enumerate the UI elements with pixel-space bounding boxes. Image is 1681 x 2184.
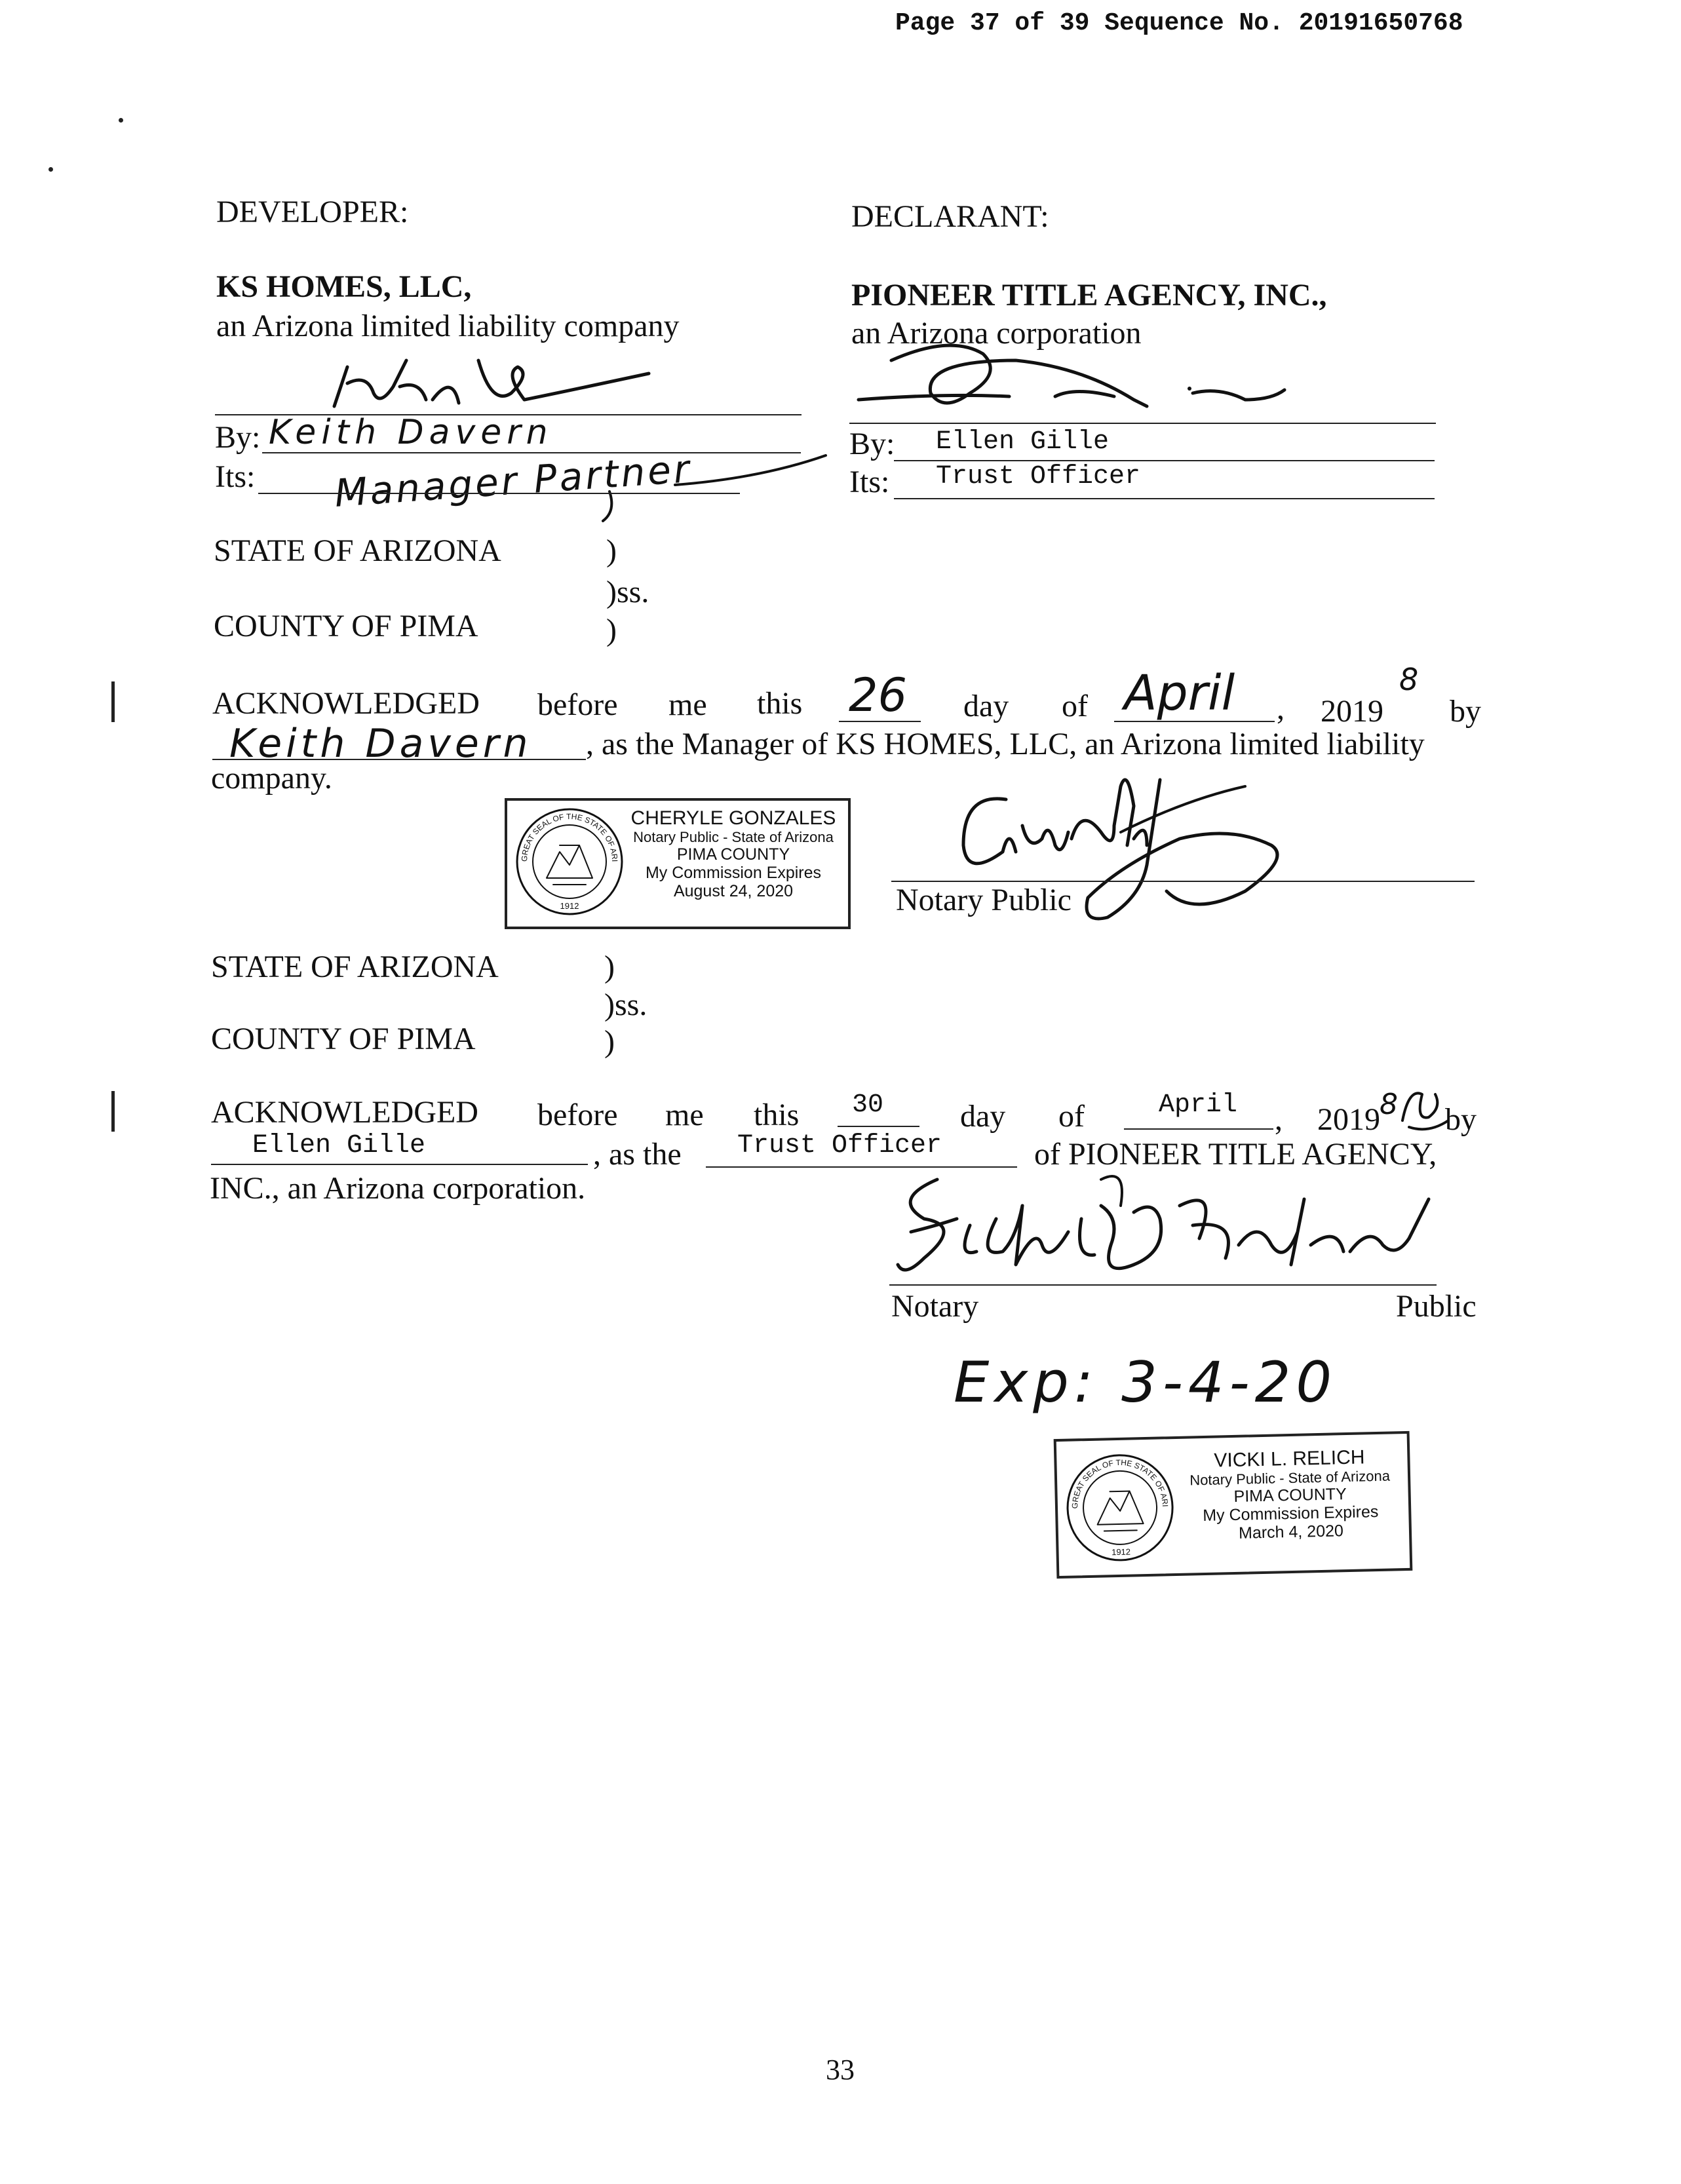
revision-bar bbox=[111, 1091, 115, 1132]
declarant-role-label: DECLARANT: bbox=[851, 199, 1049, 234]
venue-1-paren: ) bbox=[606, 613, 617, 647]
ack-1-day-line bbox=[839, 721, 921, 722]
ack-1-year-correction: 8 bbox=[1399, 662, 1419, 697]
notary-1-name: CHERYLE GONZALES bbox=[630, 807, 836, 829]
ack-1-month-line bbox=[1114, 721, 1275, 722]
venue-1-paren: ) bbox=[606, 533, 617, 568]
notary-2-expires-label: My Commission Expires bbox=[1202, 1503, 1379, 1525]
ack-1-word: of bbox=[1062, 689, 1088, 723]
seal-text: GREAT SEAL OF THE STATE OF ARIZONA bbox=[1060, 1446, 1170, 1509]
state-seal-icon bbox=[1060, 1446, 1177, 1565]
ack-2-comma: , bbox=[1275, 1102, 1283, 1137]
ack-2-word: this bbox=[754, 1098, 800, 1132]
developer-its-line bbox=[258, 493, 740, 494]
ack-1-month-value: April bbox=[1124, 665, 1235, 721]
notary-2-commission: Notary Public - State of Arizona bbox=[1189, 1467, 1391, 1489]
notary-1-expires-date: August 24, 2020 bbox=[673, 882, 794, 901]
revision-bar bbox=[111, 681, 115, 722]
ack-2-name-value: Ellen Gille bbox=[252, 1131, 426, 1160]
ack-2-month-value: April bbox=[1159, 1090, 1238, 1120]
declarant-by-name: Ellen Gille bbox=[936, 427, 1110, 457]
seal-year: 1912 bbox=[560, 901, 579, 911]
venue-1-ss: )ss. bbox=[606, 575, 649, 609]
ack-1-day-value: 26 bbox=[849, 668, 908, 722]
declarant-signature-line bbox=[849, 423, 1436, 424]
venue-2-ss: )ss. bbox=[604, 987, 647, 1022]
state-seal-icon bbox=[511, 799, 625, 917]
ack-2-word: me bbox=[665, 1098, 704, 1132]
venue-2-state: STATE OF ARIZONA bbox=[211, 949, 499, 984]
notary-1-expires-label: My Commission Expires bbox=[645, 864, 822, 883]
notary-2-label-right: Public bbox=[1396, 1289, 1477, 1324]
declarant-by-line bbox=[894, 460, 1435, 461]
notary-2-name: VICKI L. RELICH bbox=[1214, 1446, 1365, 1472]
ack-2-month-line bbox=[1124, 1128, 1273, 1130]
notary-1-signature-line bbox=[891, 881, 1475, 882]
venue-2-county: COUNTY OF PIMA bbox=[211, 1022, 476, 1056]
ack-1-word: by bbox=[1450, 694, 1481, 729]
ack-1-word: day bbox=[963, 689, 1009, 723]
developer-role-label: DEVELOPER: bbox=[216, 195, 409, 229]
venue-2-paren: ) bbox=[604, 949, 615, 984]
ack-1-name-line bbox=[212, 759, 586, 760]
scan-speck bbox=[119, 118, 123, 123]
ack-1-line3: company. bbox=[211, 761, 332, 795]
ack-1-year: 2019 bbox=[1321, 694, 1383, 729]
developer-by-label: By: bbox=[215, 420, 261, 455]
svg-text:GREAT SEAL OF THE STATE OF ARI bbox=[1060, 1444, 1170, 1509]
ack-2-name-line bbox=[211, 1164, 588, 1165]
developer-its-title: Manager Partner bbox=[333, 446, 693, 516]
notary-2-expires-date: March 4, 2020 bbox=[1238, 1522, 1344, 1543]
declarant-its-label: Its: bbox=[849, 465, 890, 499]
notary-2-county: PIMA COUNTY bbox=[1233, 1485, 1347, 1506]
declarant-company-name: PIONEER TITLE AGENCY, INC., bbox=[851, 278, 1327, 313]
ack-1-word: before bbox=[537, 687, 618, 722]
ack-1-word: ACKNOWLEDGED bbox=[212, 686, 480, 721]
ack-2-title-value: Trust Officer bbox=[737, 1131, 942, 1160]
notary-2-signature bbox=[885, 1160, 1475, 1297]
developer-its-flourish bbox=[590, 446, 839, 524]
developer-company-name: KS HOMES, LLC, bbox=[216, 269, 472, 304]
declarant-company-description: an Arizona corporation bbox=[851, 316, 1142, 351]
ack-1-word: this bbox=[757, 686, 803, 721]
ack-2-word: of bbox=[1058, 1099, 1085, 1134]
notary-1-county: PIMA COUNTY bbox=[676, 845, 790, 864]
notary-stamp bbox=[1054, 1431, 1413, 1579]
venue-1-county: COUNTY OF PIMA bbox=[214, 609, 478, 643]
ack-1-name-value: Keith Davern bbox=[229, 721, 532, 767]
scan-speck bbox=[48, 167, 53, 172]
declarant-its-title: Trust Officer bbox=[936, 462, 1141, 491]
ack-2-line3: INC., an Arizona corporation. bbox=[210, 1171, 586, 1206]
notary-1-commission: Notary Public - State of Arizona bbox=[633, 828, 834, 845]
notary-2-expiration-note: Exp: 3-4-20 bbox=[954, 1350, 1338, 1415]
notary-1-label: Notary Public bbox=[896, 883, 1072, 917]
declarant-by-label: By: bbox=[849, 427, 895, 461]
developer-its-label: Its: bbox=[215, 459, 256, 494]
ack-1-word: me bbox=[668, 687, 707, 722]
declarant-its-line bbox=[894, 498, 1435, 499]
ack-2-word: before bbox=[537, 1098, 618, 1132]
ack-2-as-the: , as the bbox=[593, 1137, 682, 1172]
page-number: 33 bbox=[826, 2054, 855, 2086]
ack-2-word: by bbox=[1445, 1102, 1477, 1137]
ack-2-line2-rest: of PIONEER TITLE AGENCY, bbox=[1034, 1137, 1437, 1172]
ack-1-line2-rest: , as the Manager of KS HOMES, LLC, an Arizona limited liability bbox=[586, 727, 1425, 761]
ack-2-day-line bbox=[838, 1126, 919, 1127]
notary-stamp bbox=[505, 798, 851, 929]
seal-text: GREAT SEAL OF THE STATE OF ARIZONA bbox=[511, 799, 620, 862]
developer-signature bbox=[295, 347, 662, 419]
declarant-signature bbox=[852, 321, 1298, 419]
ack-2-year: 2019 bbox=[1317, 1102, 1380, 1137]
developer-by-name: Keith Davern bbox=[269, 413, 553, 452]
venue-1-state: STATE OF ARIZONA bbox=[214, 533, 501, 568]
developer-company-description: an Arizona limited liability company bbox=[216, 309, 680, 343]
venue-2-paren: ) bbox=[604, 1024, 615, 1059]
page-sequence-header: Page 37 of 39 Sequence No. 20191650768 bbox=[895, 9, 1463, 37]
ack-2-day-value: 30 bbox=[852, 1090, 884, 1120]
ack-1-comma: , bbox=[1277, 691, 1285, 726]
notary-2-signature-line bbox=[889, 1284, 1437, 1286]
notary-2-label-left: Notary bbox=[891, 1289, 979, 1324]
ack-2-word: day bbox=[960, 1099, 1006, 1134]
seal-year: 1912 bbox=[1111, 1546, 1131, 1558]
ack-2-word: ACKNOWLEDGED bbox=[211, 1095, 478, 1130]
ack-2-year-correction: 8 bbox=[1380, 1088, 1398, 1121]
